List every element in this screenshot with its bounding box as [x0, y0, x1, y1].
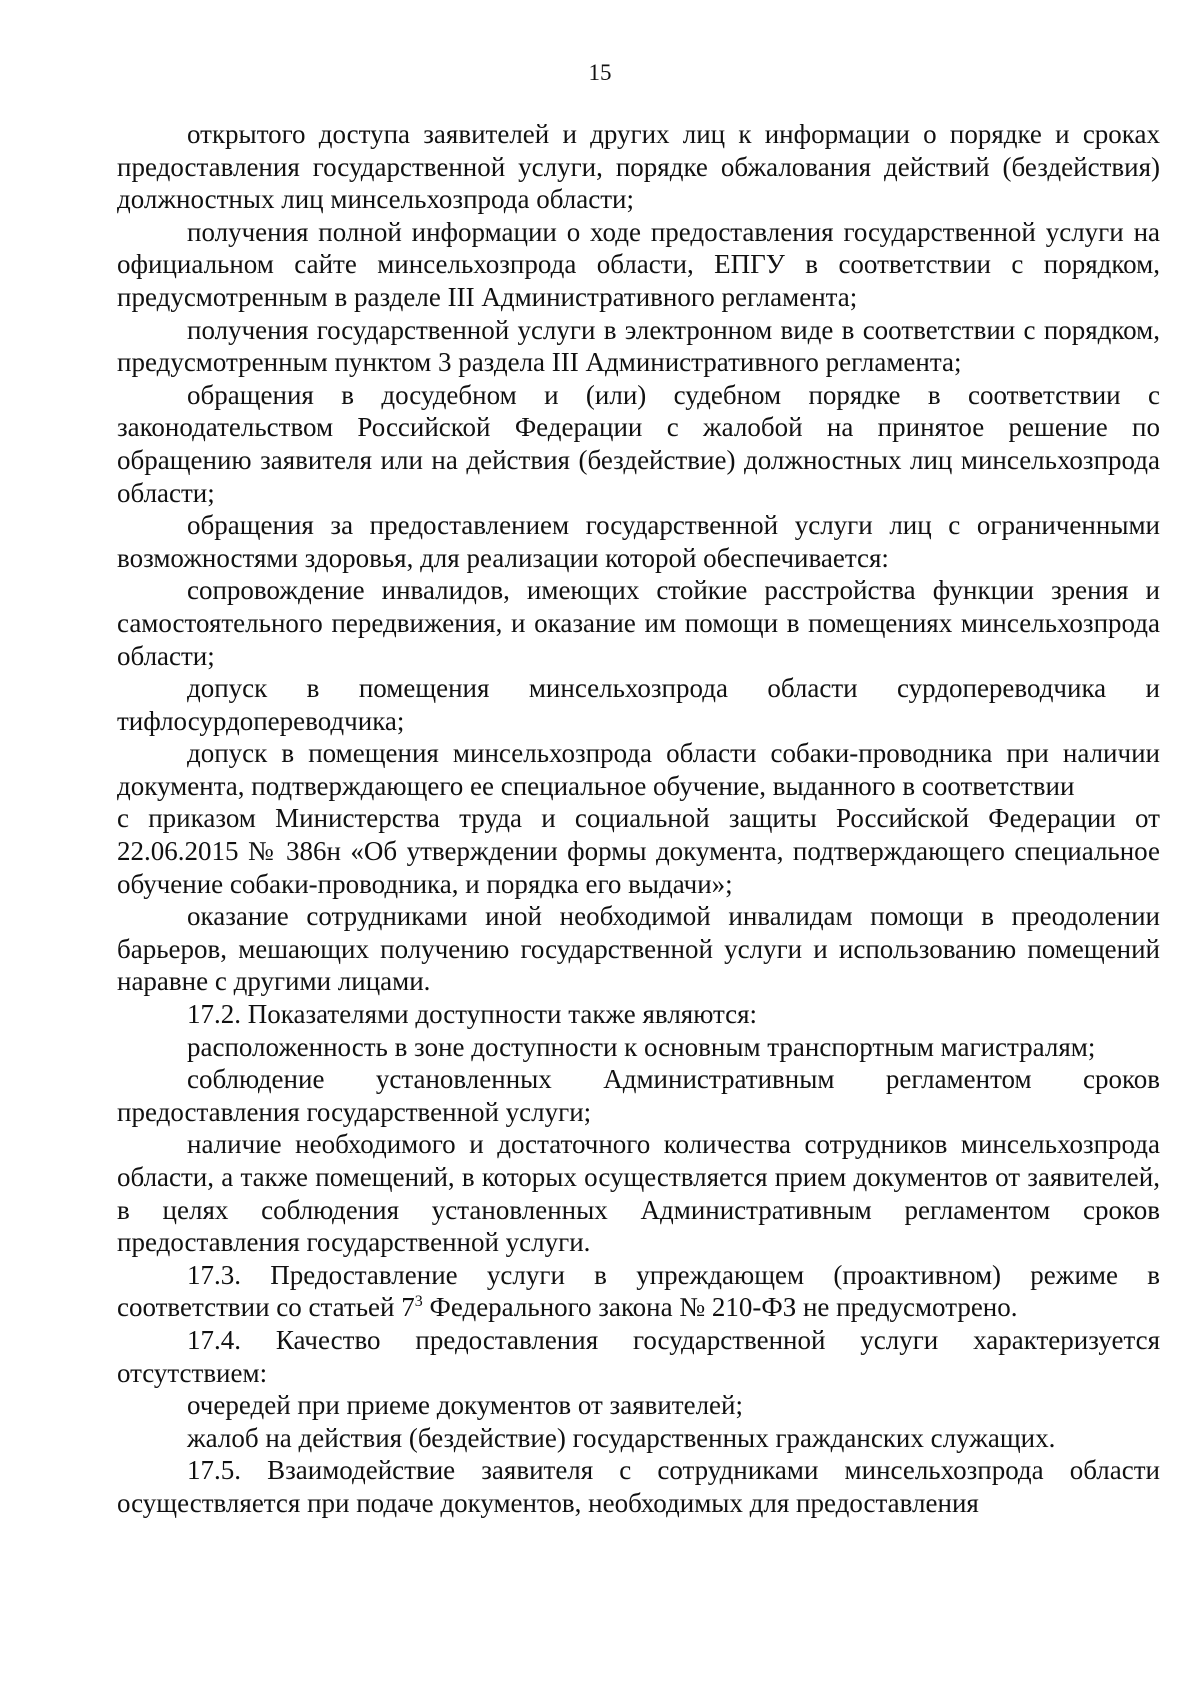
- paragraph-queues: очередей при приеме документов от заявителей;: [187, 1390, 743, 1421]
- paragraph-transport: расположенность в зоне доступности к основным транспортным магистралям;: [187, 1031, 1096, 1062]
- paragraph-complaints: жалоб на действия (бездействие) государственных гражданских служащих.: [187, 1422, 1056, 1453]
- paragraph-guide-dog: допуск в помещения минсельхозпрода области собаки-проводника при наличии документа, подтверждающего ее специальное обучение, выданного в соответствии: [117, 738, 1160, 801]
- paragraph-17-3: [117, 1259, 1160, 1324]
- paragraph-17-3-text-end: Федерального закона № 210-ФЗ не предусмотрено.: [422, 1292, 1018, 1323]
- paragraph-deadlines: соблюдение установленных Административным регламентом сроков предоставления государственной услуги;: [117, 1064, 1160, 1127]
- document-body: [117, 118, 1160, 1520]
- paragraph-17-2: 17.2. Показателями доступности также являются:: [187, 999, 758, 1030]
- paragraph-17-3-text: 17.3. Предоставление услуги в упреждающем (проактивном) режиме в соответствии со статьей 7: [117, 1259, 1160, 1323]
- paragraph-appeal: обращения в досудебном и (или) судебном порядке в соответствии с законодательством Российской Федерации с жалобой на принятое решение по обращению заявителя или на действия (бездействие) должностных лиц минсельхозпрода области;: [117, 379, 1160, 508]
- paragraph-full-info: получения полной информации о ходе предоставления государственной услуги на официальном сайте минсельхозпрода области, ЕПГУ в соответствии с порядком, предусмотренным в разделе III Административного регламента;: [117, 216, 1160, 312]
- paragraph-disabled-access: обращения за предоставлением государственной услуги лиц с ограниченными возможностями здоровья, для реализации которой обеспечивается:: [117, 510, 1160, 573]
- paragraph-order-reference: с приказом Министерства труда и социальной защиты Российской Федерации от 22.06.2015 № 386н «Об утверждении формы документа, подтверждающего специальное обучение собаки-проводника, и порядка его выдачи»;: [117, 803, 1160, 899]
- page-number: 15: [588, 60, 612, 85]
- paragraph-open-access: открытого доступа заявителей и других лиц к информации о порядке и сроках предоставления государственной услуги, порядке обжалования действий (бездействия) должностных лиц минсельхозпрода области;: [117, 119, 1160, 215]
- paragraph-electronic-service: получения государственной услуги в электронном виде в соответствии с порядком, предусмотренным пунктом 3 раздела III Административного регламента;: [117, 314, 1160, 378]
- paragraph-17-4: 17.4. Качество предоставления государственной услуги характеризуется отсутствием:: [117, 1324, 1160, 1388]
- paragraph-17-5: 17.5. Взаимодействие заявителя с сотрудниками минсельхозпрода области осуществляется при подаче документов, необходимых для предоставления: [117, 1455, 1160, 1518]
- paragraph-17-3-superscript: 3: [414, 1293, 423, 1311]
- paragraph-escort: сопровождение инвалидов, имеющих стойкие расстройства функции зрения и самостоятельного передвижения, и оказание им помощи в помещениях минсельхозпрода области;: [117, 575, 1160, 671]
- paragraph-staff: наличие необходимого и достаточного количества сотрудников минсельхозпрода области, а также помещений, в которых осуществляется прием документов от заявителей, в целях соблюдения установленных Административным регламентом сроков предоставления государственной услуги.: [117, 1129, 1160, 1258]
- paragraph-sign-interpreter: допуск в помещения минсельхозпрода области сурдопереводчика и тифлосурдопереводчика;: [117, 673, 1160, 736]
- paragraph-assistance: оказание сотрудниками иной необходимой инвалидам помощи в преодолении барьеров, мешающих получению государственной услуги и использованию помещений наравне с другими лицами.: [117, 901, 1160, 997]
